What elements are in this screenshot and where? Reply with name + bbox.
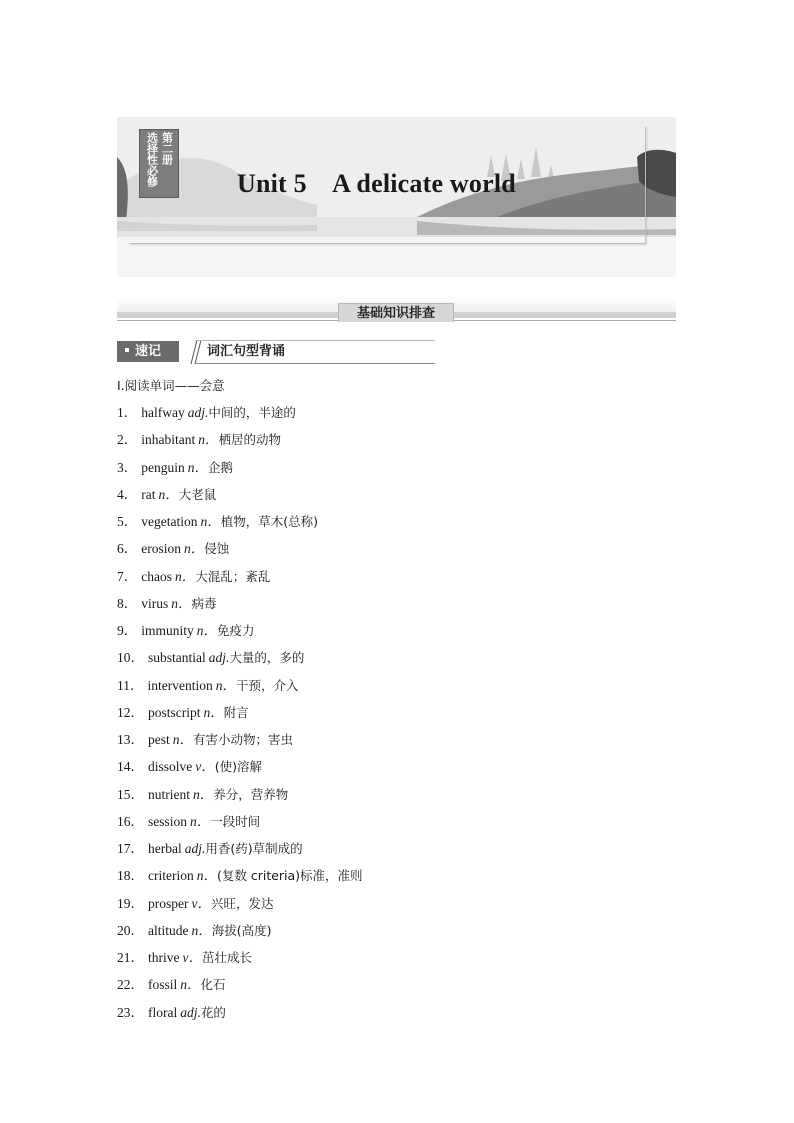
item-word: intervention (147, 677, 213, 693)
item-meaning: (使)溶解 (214, 759, 263, 775)
item-word: chaos (141, 568, 172, 584)
memo-top-rule (195, 340, 435, 341)
list-item (117, 567, 637, 594)
list-item (117, 648, 637, 675)
item-part-of-speech: n． (158, 486, 179, 502)
list-item (117, 703, 637, 730)
item-word: virus (141, 595, 169, 611)
item-part-of-speech: n． (203, 704, 224, 720)
item-number: 11． (117, 677, 144, 693)
memo-tag-label: 速记 (135, 344, 162, 359)
item-part-of-speech: v． (191, 895, 211, 911)
volume-label-col-2: 第二册 (160, 132, 174, 165)
unit-title: Unit 5 A delicate world (237, 169, 516, 198)
item-part-of-speech: n． (187, 459, 208, 475)
list-item (117, 757, 637, 784)
item-part-of-speech: n． (198, 432, 219, 448)
memo-bottom-rule (195, 363, 435, 364)
list-item (117, 839, 637, 866)
item-part-of-speech: v． (195, 759, 215, 775)
item-meaning: 植物，草木(总称) (220, 514, 318, 529)
item-word: session (148, 813, 188, 829)
item-meaning: 茁壮成长 (202, 950, 253, 965)
item-part-of-speech: n． (193, 786, 214, 802)
item-meaning: 花的 (200, 1004, 226, 1020)
unit-banner (117, 117, 676, 277)
item-part-of-speech: n． (175, 568, 196, 584)
item-word: fossil (148, 977, 178, 993)
item-part-of-speech: n． (191, 922, 212, 938)
item-word: pest (148, 732, 170, 747)
list-item (117, 512, 637, 539)
list-item (117, 403, 637, 430)
item-number: 5． (117, 514, 138, 529)
item-meaning: (复数 criteria)标准，准则 (216, 868, 363, 884)
item-word: criterion (148, 868, 194, 884)
item-part-of-speech: n． (190, 813, 211, 829)
item-number: 6． (117, 541, 138, 557)
list-item (117, 458, 637, 485)
item-number: 19． (117, 895, 144, 911)
item-meaning: 大老鼠 (178, 486, 217, 502)
item-number: 15． (117, 786, 144, 802)
item-number: 4． (117, 486, 138, 502)
item-number: 10． (117, 650, 144, 666)
item-meaning: 栖居的动物 (218, 432, 282, 448)
item-word: nutrient (148, 786, 190, 802)
list-item (117, 975, 637, 1002)
item-number: 8． (117, 595, 138, 611)
item-number: 17． (117, 841, 144, 856)
item-part-of-speech: n． (184, 541, 205, 557)
section-title: 基础知识排查 (338, 303, 454, 322)
item-part-of-speech: n． (180, 977, 201, 993)
list-item (117, 785, 637, 812)
item-word: prosper (148, 895, 189, 911)
item-number: 16． (117, 813, 144, 829)
section-header (117, 296, 676, 324)
item-meaning: 中间的，半途的 (208, 405, 296, 420)
item-word: substantial (148, 650, 206, 666)
item-word: floral (148, 1004, 178, 1020)
item-word: postscript (148, 704, 201, 720)
list-item (117, 894, 637, 921)
item-part-of-speech: adj. (187, 405, 209, 420)
item-meaning: 养分，营养物 (213, 786, 289, 802)
item-number: 9． (117, 623, 138, 638)
vocab-list (117, 403, 637, 1030)
item-number: 18． (117, 868, 144, 884)
item-word: immunity (141, 623, 194, 638)
item-word: erosion (141, 541, 181, 557)
item-meaning: 化石 (200, 977, 226, 993)
memo-tag (117, 341, 179, 362)
volume-label (139, 129, 179, 198)
item-meaning: 用香(药)草制成的 (205, 841, 303, 856)
item-meaning: 有害小动物；害虫 (193, 732, 294, 747)
item-meaning: 海拔(高度) (211, 922, 272, 938)
item-part-of-speech: n． (172, 732, 193, 747)
item-number: 12． (117, 704, 144, 720)
item-number: 3． (117, 459, 138, 475)
list-item (117, 1003, 637, 1030)
item-number: 13． (117, 732, 144, 747)
item-part-of-speech: n． (196, 623, 218, 638)
list-item (117, 485, 637, 512)
item-number: 22． (117, 977, 144, 993)
list-heading: Ⅰ.阅读单词——会意 (117, 378, 225, 393)
item-meaning: 大混乱；紊乱 (195, 568, 271, 584)
item-part-of-speech: adj. (208, 650, 230, 666)
item-word: vegetation (141, 514, 198, 529)
item-word: rat (141, 486, 156, 502)
list-item (117, 730, 637, 757)
item-number: 1． (117, 405, 138, 420)
volume-label-col-1: 选择性必修 (145, 132, 159, 187)
item-word: thrive (148, 950, 180, 965)
item-part-of-speech: v． (182, 950, 202, 965)
item-number: 7． (117, 568, 138, 584)
list-item (117, 676, 637, 703)
memo-header (117, 339, 435, 365)
item-meaning: 一段时间 (210, 813, 261, 829)
double-slash-icon (183, 339, 203, 365)
item-number: 2． (117, 432, 138, 448)
item-meaning: 企鹅 (208, 459, 234, 475)
list-item (117, 866, 637, 893)
item-word: halfway (141, 405, 185, 420)
item-part-of-speech: n． (196, 868, 217, 884)
item-meaning: 附言 (223, 704, 249, 720)
memo-subtitle: 词汇句型背诵 (207, 344, 286, 359)
item-part-of-speech: n． (215, 677, 236, 693)
item-part-of-speech: adj. (184, 841, 206, 856)
list-item (117, 948, 637, 975)
item-word: herbal (148, 841, 182, 856)
item-meaning: 大量的，多的 (229, 650, 305, 666)
item-meaning: 病毒 (191, 595, 217, 611)
item-meaning: 干预，介入 (235, 677, 299, 693)
item-word: altitude (148, 922, 189, 938)
item-word: penguin (141, 459, 185, 475)
item-word: inhabitant (141, 432, 196, 448)
list-item (117, 812, 637, 839)
list-item (117, 430, 637, 457)
item-meaning: 兴旺，发达 (211, 895, 274, 911)
item-meaning: 侵蚀 (204, 541, 230, 557)
list-item (117, 539, 637, 566)
item-meaning: 免疫力 (217, 623, 255, 638)
item-part-of-speech: adj. (180, 1004, 201, 1020)
item-number: 14． (117, 759, 144, 775)
item-part-of-speech: n． (171, 595, 192, 611)
item-number: 21． (117, 950, 144, 965)
list-item (117, 594, 637, 621)
item-number: 20． (117, 922, 144, 938)
item-part-of-speech: n． (200, 514, 221, 529)
item-word: dissolve (148, 759, 193, 775)
list-item (117, 921, 637, 948)
item-number: 23． (117, 1004, 144, 1020)
list-item (117, 621, 637, 648)
square-bullet-icon (125, 348, 129, 352)
